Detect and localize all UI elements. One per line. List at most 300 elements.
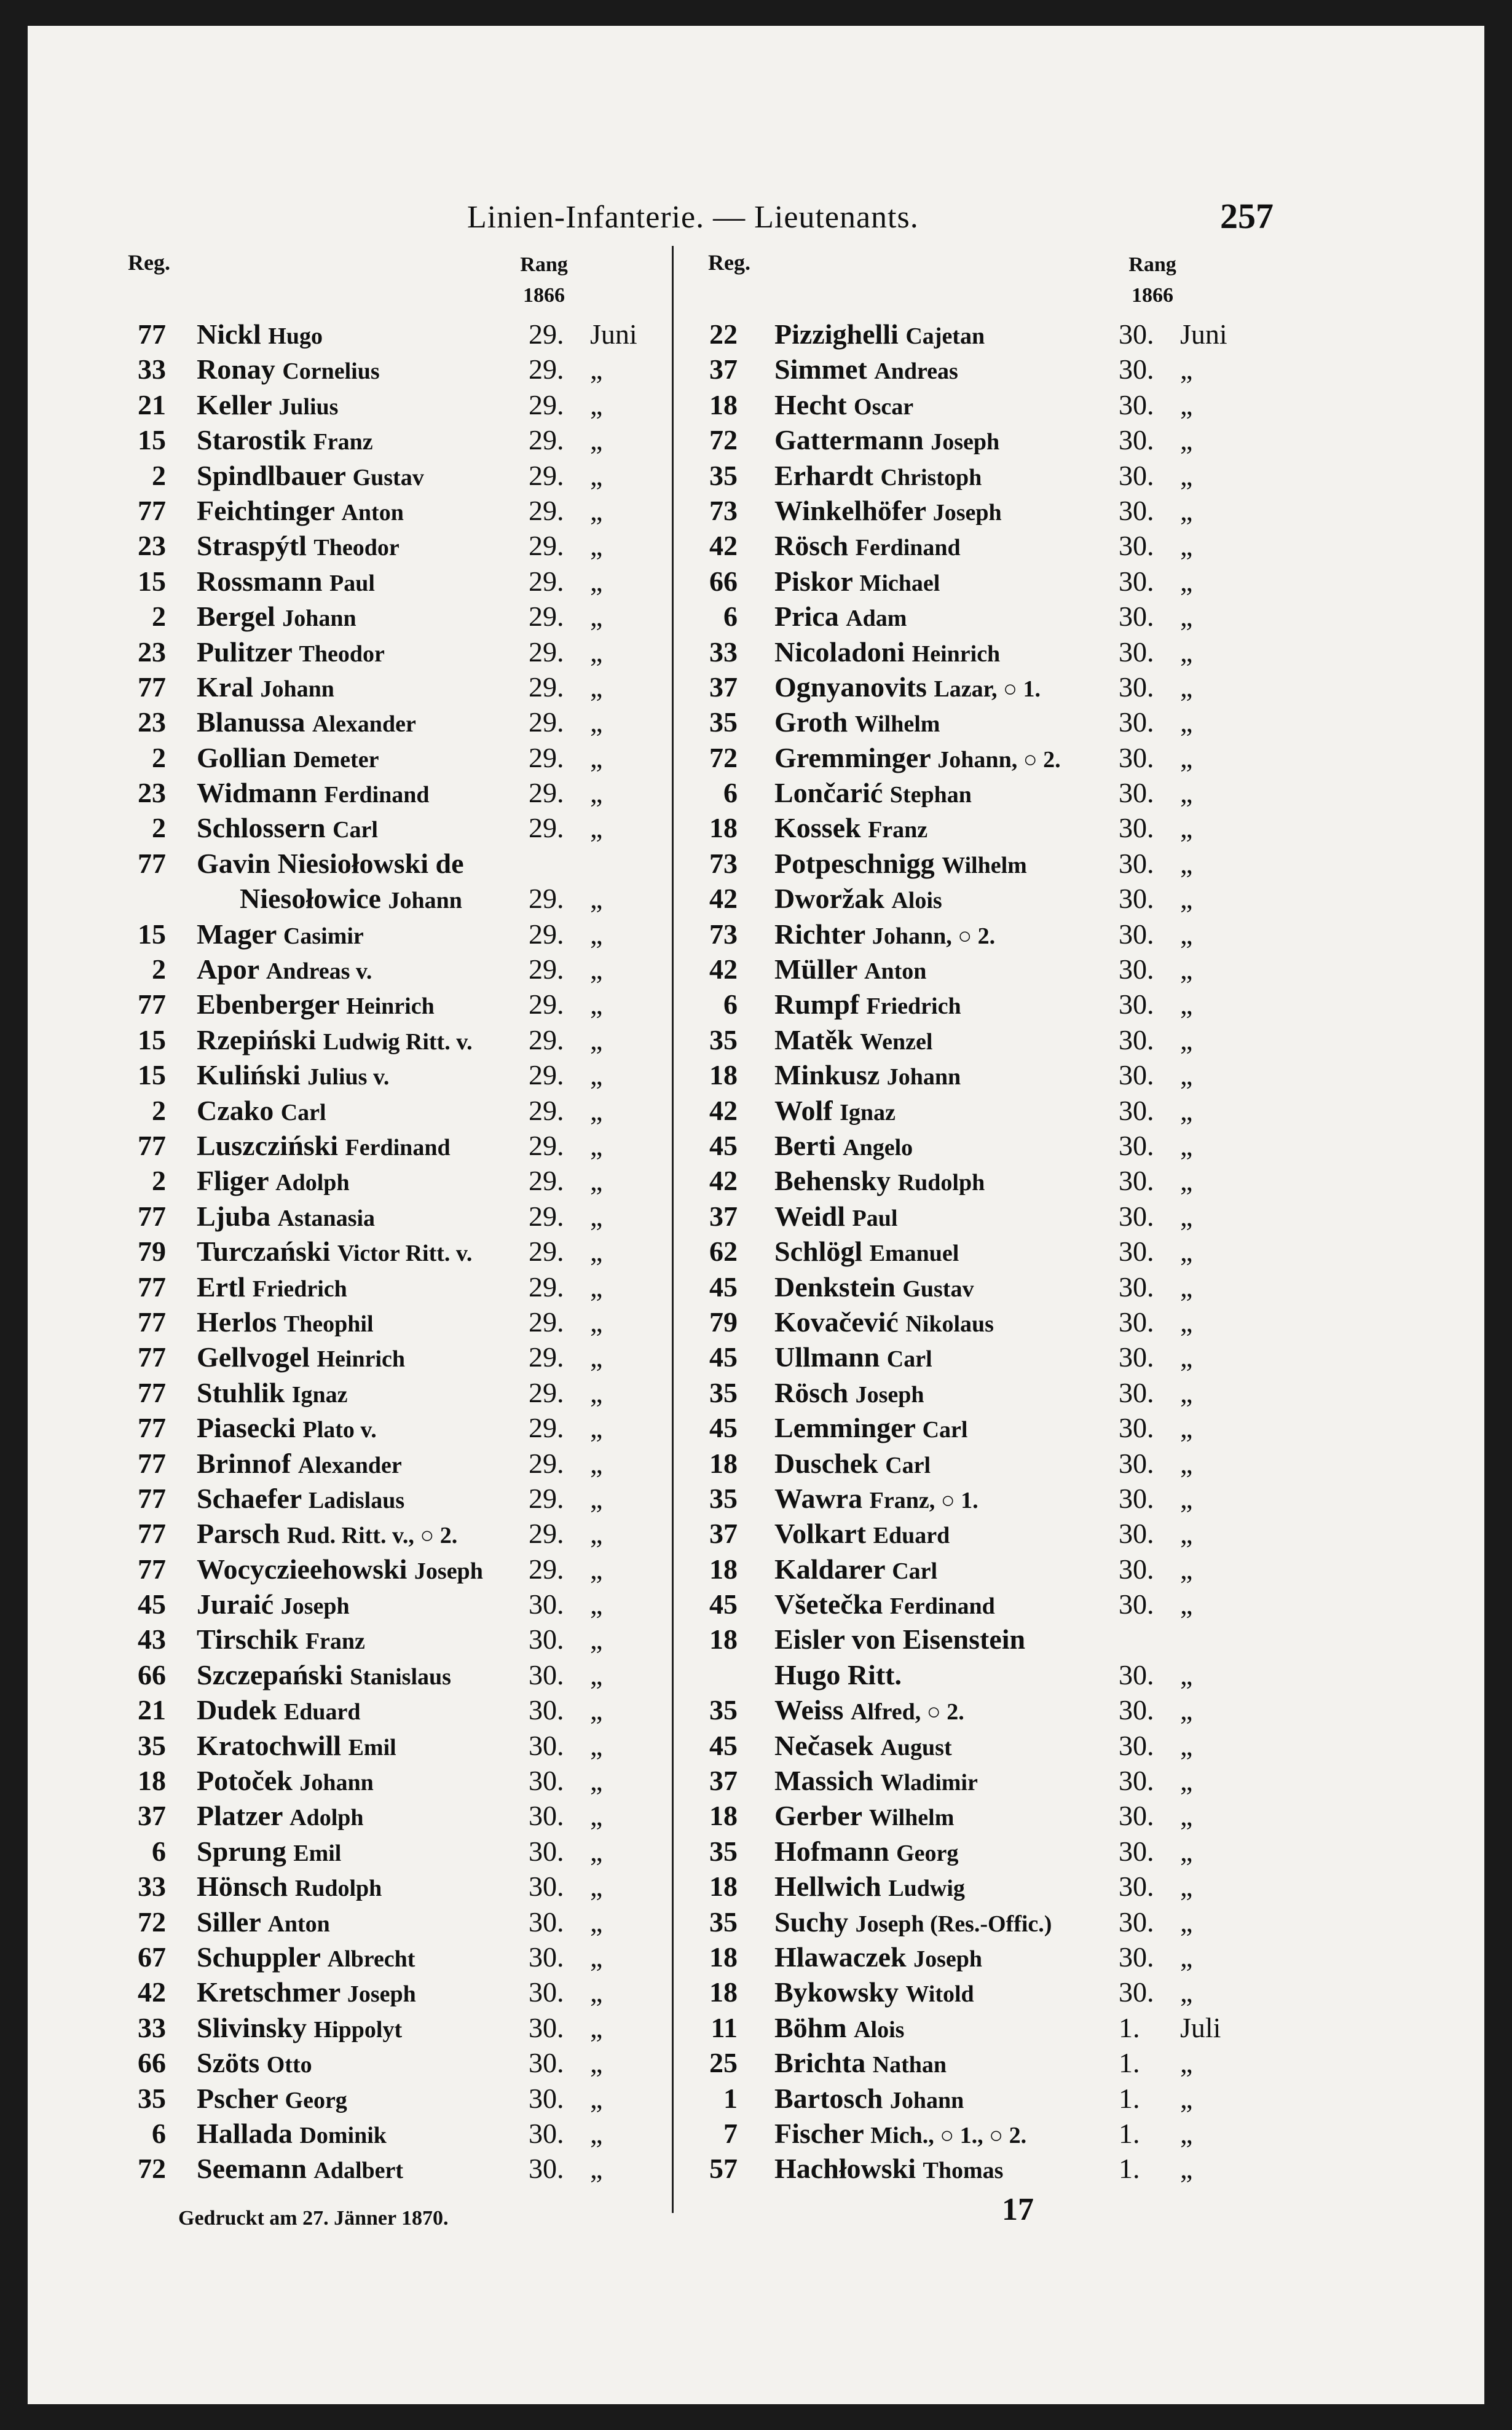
table-row [688,1234,1254,1269]
given-name: Alois [891,888,942,914]
rank-month: „ [1180,353,1193,385]
rank-month: „ [590,706,603,738]
regiment-number: 25 [709,2047,738,2079]
given-name: Hugo [268,323,323,349]
right-column [688,246,1254,2187]
rank-day: 30. [1119,671,1154,703]
given-name: Johann [282,606,356,632]
table-row [688,1269,1254,1304]
surname: Hallada [197,2117,293,2149]
given-name: Mich., ○ 1., ○ 2. [870,2122,1027,2148]
regiment-number: 11 [711,2011,738,2043]
officer-name [774,1763,978,1801]
surname: Minkusz [774,1059,880,1091]
rank-month: „ [590,1129,603,1161]
table-row [688,1304,1254,1339]
regiment-number: 2 [152,459,166,491]
table-row [98,1657,658,1692]
rank-day: 30. [529,1659,564,1690]
rank-day: 30. [1119,1412,1154,1444]
table-row [98,1304,658,1339]
given-name: Adolph [275,1170,350,1196]
regiment-number: 22 [709,318,738,350]
rank-month: „ [590,1588,603,1620]
officer-name [197,987,435,1024]
table-row [98,1234,658,1269]
table-row [98,634,658,669]
surname: Pulitzer [197,636,292,668]
given-name: Eduard [873,1523,950,1549]
table-row [98,422,658,457]
table-row [98,810,658,845]
table-row [688,2151,1254,2186]
table-row [688,2010,1254,2045]
table-row [98,2116,658,2151]
rank-month: „ [590,636,603,668]
officer-name [774,1022,932,1060]
regiment-number: 6 [723,988,738,1020]
regiment-number: 18 [138,1765,166,1797]
table-row [98,1692,658,1727]
surname: Bykowsky [774,1976,899,2008]
officer-name [774,1093,896,1130]
given-name: Demeter [293,746,379,773]
regiment-number: 72 [138,2153,166,2185]
surname: Fliger [197,1165,269,1197]
rank-day: 29. [529,1200,564,1232]
rank-day: 29. [529,318,564,350]
officer-name [774,528,961,566]
officer-name [197,1763,374,1801]
officer-name [774,1516,950,1553]
rang-header [1106,250,1199,311]
regiment-number: 18 [709,812,738,844]
rank-day: 30. [1119,1729,1154,1761]
given-name: Christoph [880,464,982,491]
officer-name [197,2116,387,2153]
rank-day: 30. [1119,1906,1154,1938]
surname: Potpeschnigg [774,847,935,879]
given-name: Joseph [913,1946,983,1972]
surname: Nicoladoni [774,636,905,668]
officer-name [197,669,334,707]
rank-month: „ [1180,1518,1193,1550]
rank-day: 30. [1119,1094,1154,1126]
regiment-number: 37 [709,1518,738,1550]
given-name: Thomas [923,2158,1004,2184]
table-row [98,2010,658,2045]
table-row [98,740,658,775]
given-name: Franz [305,1628,365,1655]
officer-name [774,1234,959,1271]
officer-name [774,1269,974,1307]
surname: Winkelhöfer [774,494,926,526]
regiment-number: 77 [138,1129,166,1161]
rank-month: „ [590,1518,603,1550]
regiment-number: 77 [138,988,166,1020]
officer-name [197,1234,472,1271]
surname: Brichta [774,2047,866,2079]
rank-month: „ [590,459,603,491]
rank-day: 30. [1119,353,1154,385]
rank-day: 29. [529,918,564,950]
regiment-number: 35 [709,459,738,491]
reg-header: Reg. [128,250,170,275]
regiment-number: 77 [138,1306,166,1338]
given-name: Rud. Ritt. v., ○ 2. [286,1523,458,1549]
surname: Groth [774,706,848,738]
given-name: Georg [285,2087,347,2113]
surname: Ertl [197,1271,246,1303]
regiment-number: 67 [138,1941,166,1973]
surname: Juraić [197,1588,274,1620]
given-name: Johann [889,2087,964,2113]
regiment-number: 18 [709,1059,738,1091]
regiment-number: 45 [709,1341,738,1373]
rank-month: „ [590,988,603,1020]
officer-name [197,1622,365,1659]
rank-month: „ [1180,1271,1193,1303]
officer-name [197,917,364,954]
officer-name [774,1304,994,1342]
surname: Starostik [197,424,307,456]
rank-day: 30. [529,1729,564,1761]
rank-day: 30. [529,1906,564,1938]
given-name: Paul [852,1205,898,1231]
rank-month: „ [1180,1659,1193,1690]
rank-day: 29. [529,1165,564,1197]
surname: Schaefer [197,1482,302,1514]
regiment-number: 35 [709,1694,738,1726]
rank-day: 29. [529,1024,564,1055]
surname: Wolf [774,1094,833,1126]
regiment-number: 77 [138,1482,166,1514]
surname: Hugo Ritt. [774,1659,902,1690]
rang-label: Rang [520,253,568,276]
officer-name [197,1093,326,1130]
rank-day: 29. [529,1129,564,1161]
officer-name [774,2045,947,2083]
surname: Potoček [197,1765,293,1797]
given-name: Victor Ritt. v. [337,1241,473,1267]
regiment-number: 45 [709,1588,738,1620]
surname: Szöts [197,2047,260,2079]
surname: Ronay [197,353,275,385]
officer-name [197,387,338,425]
rank-month: „ [590,530,603,562]
surname: Simmet [774,353,867,385]
rank-day: 29. [529,353,564,385]
regiment-number: 6 [723,777,738,809]
rank-day: 30. [529,2011,564,2043]
rank-month: „ [1180,459,1193,491]
rank-month: „ [1180,494,1193,526]
table-row [98,564,658,599]
regiment-number: 42 [709,1165,738,1197]
rank-day: 29. [529,1553,564,1585]
regiment-number: 42 [709,953,738,985]
regiment-number: 77 [138,494,166,526]
officer-name [774,564,940,601]
officer-name [774,634,1000,672]
surname: Platzer [197,1800,283,1832]
officer-name [197,493,404,531]
regiment-number: 21 [138,1694,166,1726]
rank-month: „ [1180,1800,1193,1832]
given-name: Wilhelm [942,852,1027,878]
rank-month: Juli [1180,2011,1221,2043]
regiment-number: 18 [709,1623,738,1655]
officer-name [774,2151,1003,2188]
given-name: Georg [896,1840,959,1866]
surname: Kossek [774,812,861,844]
regiment-number: 42 [709,883,738,915]
regiment-number: 18 [709,1553,738,1585]
rank-month: „ [1180,424,1193,456]
regiment-number: 33 [138,1871,166,1903]
table-row [98,493,658,528]
surname: Hlawaczek [774,1941,907,1973]
given-name: Carl [886,1346,932,1373]
rank-month: Juni [590,318,637,350]
given-name: Julius v. [307,1064,390,1091]
regiment-number: 73 [709,847,738,879]
officer-name [197,1834,341,1871]
reg-header: Reg. [708,250,750,275]
table-row [688,881,1254,916]
given-name: Andreas v. [266,958,372,985]
rank-day: 30. [1119,601,1154,633]
officer-name [774,1834,958,1871]
table-row [98,1974,658,2010]
rank-day: 30. [1119,1941,1154,1973]
surname: Pizzighelli [774,318,899,350]
given-name: Anton [864,958,927,985]
rank-month: „ [1180,1765,1193,1797]
rank-day: 29. [529,1376,564,1408]
rank-day: 30. [1119,1765,1154,1797]
given-name: Stanislaus [350,1663,451,1690]
officer-name [774,1446,931,1483]
table-row [98,1022,658,1057]
given-name: Carl [922,1417,968,1443]
regiment-number: 37 [138,1800,166,1832]
regiment-number: 2 [152,601,166,633]
rank-day: 29. [529,636,564,668]
rang-label: Rang [1128,253,1176,276]
regiment-number: 35 [709,1024,738,1055]
officer-name [774,1622,1025,1659]
officer-name [774,704,940,742]
given-name: Heinrich [346,993,435,1020]
regiment-number: 43 [138,1623,166,1655]
regiment-number: 66 [138,2047,166,2079]
table-row [98,1375,658,1410]
officer-name [774,1869,965,1906]
table-row [688,846,1254,881]
rang-year: 1866 [1132,284,1173,307]
regiment-number: 18 [709,1800,738,1832]
table-row [688,634,1254,669]
table-row [98,1798,658,1833]
regiment-number: 77 [138,318,166,350]
rank-day: 30. [529,2117,564,2149]
surname: Slivinsky [197,2011,307,2043]
rank-day: 30. [1119,1271,1154,1303]
rank-month: „ [590,1976,603,2008]
rank-month: „ [590,1871,603,1903]
regiment-number: 35 [709,1835,738,1867]
surname: Feichtinger [197,494,334,526]
rank-day: 30. [1119,1694,1154,1726]
officer-name [197,810,378,848]
rank-month: „ [1180,1412,1193,1444]
surname: Lemminger [774,1412,916,1444]
given-name: Franz [868,817,928,843]
officer-name [774,987,961,1024]
surname: Volkart [774,1518,867,1550]
officer-name [197,1304,374,1342]
given-name: Heinrich [317,1346,406,1373]
given-name: Stephan [889,782,972,808]
given-name: Emil [293,1840,342,1866]
table-row [688,1728,1254,1763]
regiment-number: 77 [138,1200,166,1232]
table-row [688,1798,1254,1833]
table-row [688,422,1254,457]
officer-name [197,1339,405,1377]
regiment-number: 15 [138,918,166,950]
rank-day: 30. [529,2047,564,2079]
regiment-number: 37 [709,1765,738,1797]
given-name: Michael [859,570,940,596]
rank-day: 29. [529,953,564,985]
rank-day: 30. [1119,1553,1154,1585]
rank-month: „ [590,1694,603,1726]
given-name: Heinrich [912,641,1001,667]
surname: Hellwich [774,1871,881,1903]
surname: Berti [774,1129,836,1161]
given-name: Casimir [283,923,364,949]
surname: Ebenberger [197,988,339,1020]
rank-month: „ [1180,1835,1193,1867]
rank-month: „ [590,741,603,773]
table-row [98,317,658,352]
table-row [688,1446,1254,1481]
table-row [98,387,658,422]
regiment-number: 77 [138,1412,166,1444]
given-name: Wilhelm [854,711,940,738]
rang-year: 1866 [523,284,565,307]
table-row [98,952,658,987]
surname: Lončarić [774,777,883,809]
officer-name [774,1552,937,1589]
given-name: Johann [886,1064,961,1091]
table-row [98,1622,658,1657]
surname: Gremminger [774,741,931,773]
rank-day: 30. [1119,1236,1154,1268]
given-name: Carl [885,1452,931,1478]
officer-name [774,1057,961,1095]
surname: Dudek [197,1694,277,1726]
left-column [98,246,658,2187]
right-column-header [688,246,1254,317]
given-name: Nikolaus [905,1311,994,1337]
rank-month: „ [590,1447,603,1479]
rank-day: 29. [529,1412,564,1444]
regiment-number: 77 [138,847,166,879]
surname: Keller [197,389,272,420]
given-name: Nathan [872,2052,947,2078]
given-name: Johann [388,888,462,914]
surname: Weidl [774,1200,846,1232]
rank-month: „ [1180,1941,1193,1973]
rank-month: „ [1180,918,1193,950]
rank-day: 1. [1119,2117,1140,2149]
surname: Brinnof [197,1447,291,1479]
regiment-number: 2 [152,1094,166,1126]
rank-day: 29. [529,389,564,420]
regiment-number: 23 [138,530,166,562]
officer-name [197,1375,348,1413]
officer-name [197,1446,402,1483]
regiment-number: 72 [709,741,738,773]
surname: Parsch [197,1518,280,1550]
given-name: Joseph [347,1981,416,2008]
rank-day: 29. [529,1482,564,1514]
surname: Všetečka [774,1588,883,1620]
surname: Kral [197,671,253,703]
table-row [688,1834,1254,1869]
table-row [98,1199,658,1234]
given-name: Eduard [283,1699,361,1726]
given-name: Alexander [312,711,416,738]
rank-day: 30. [529,1835,564,1867]
officer-name [774,917,995,954]
officer-name [774,1692,964,1730]
rank-day: 30. [1119,1306,1154,1338]
rank-month: „ [590,1941,603,1973]
given-name: Gustav [352,464,424,491]
rank-day: 30. [1119,1129,1154,1161]
surname: Suchy [774,1906,849,1938]
regiment-number: 66 [709,565,738,597]
officer-name [774,740,1061,778]
surname: Nečasek [774,1729,873,1761]
rank-day: 29. [529,1447,564,1479]
officer-name [197,1481,404,1518]
surname: Richter [774,918,865,950]
officer-name [197,317,323,354]
regiment-number: 77 [138,1376,166,1408]
given-name: Adolph [289,1805,364,1831]
rank-month: „ [590,1236,603,1268]
rank-month: „ [1180,1376,1193,1408]
given-name: Adam [846,606,907,632]
surname: Kaldarer [774,1553,885,1585]
officer-name [197,704,416,742]
given-name: Rudolph [294,1876,382,1902]
rank-month: „ [1180,1306,1193,1338]
running-title: Linien-Infanterie. — Lieutenants. [467,200,919,235]
signature-mark: 17 [1002,2192,1034,2227]
surname: Seemann [197,2153,307,2185]
officer-name [197,1128,451,1166]
table-row [688,952,1254,987]
rank-day: 30. [1119,812,1154,844]
rank-day: 30. [529,1941,564,1973]
regiment-number: 77 [138,1341,166,1373]
